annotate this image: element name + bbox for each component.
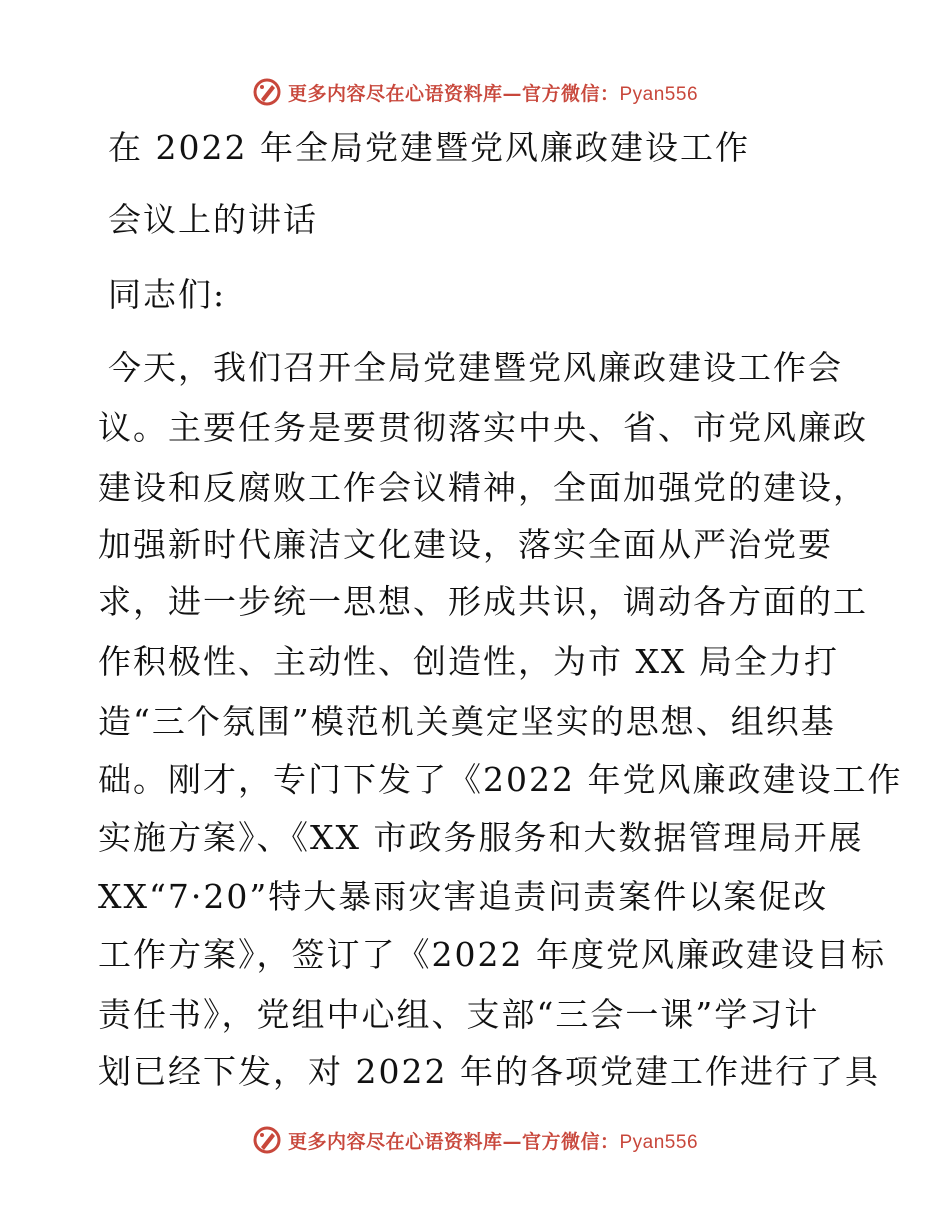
body-line: 作积极性、主动性、创造性，为市 XX 局全力打 <box>98 642 839 681</box>
watermark-label: 更多内容尽在心语资料库—官方微信： <box>287 82 620 105</box>
body-line: 加强新时代廉洁文化建设，落实全面从严治党要 <box>98 525 833 564</box>
footer-watermark <box>0 1120 950 1160</box>
body-line: 今天，我们召开全局党建暨党风廉政建设工作会 <box>108 348 843 387</box>
salutation: 同志们: <box>108 275 227 314</box>
title-line-1: 在 2022 年全局党建暨党风廉政建设工作 <box>108 128 750 167</box>
pen-logo-icon <box>252 1125 282 1155</box>
body-line: 划已经下发，对 2022 年的各项党建工作进行了具 <box>98 1052 880 1091</box>
header-watermark <box>0 72 950 112</box>
watermark-id: Pyan556 <box>619 83 699 105</box>
watermark-label: 更多内容尽在心语资料库—官方微信： <box>287 1130 620 1153</box>
body-line: XX“7·20”特大暴雨灾害追责问责案件以案促改 <box>98 877 829 916</box>
body-line: 求，进一步统一思想、形成共识，调动各方面的工 <box>98 582 868 621</box>
watermark-text <box>288 79 698 106</box>
body-line: 责任书》，党组中心组、支部“三会一课”学习计 <box>98 995 820 1034</box>
body-line: 建设和反腐败工作会议精神，全面加强党的建设， <box>98 468 868 507</box>
body-line: 实施方案》、《XX 市政务服务和大数据管理局开展 <box>98 818 864 857</box>
pen-logo-icon <box>252 77 282 107</box>
watermark-id: Pyan556 <box>619 1131 699 1153</box>
title-line-2: 会议上的讲话 <box>108 200 318 239</box>
watermark-text <box>288 1127 698 1154</box>
body-line: 工作方案》，签订了《2022 年度党风廉政建设目标 <box>98 935 886 974</box>
body-line: 础。刚才，专门下发了《2022 年党风廉政建设工作 <box>98 760 903 799</box>
body-line: 造“三个氛围”模范机关奠定坚实的思想、组织基 <box>98 702 836 741</box>
body-line: 议。主要任务是要贯彻落实中央、省、市党风廉政 <box>98 408 868 447</box>
